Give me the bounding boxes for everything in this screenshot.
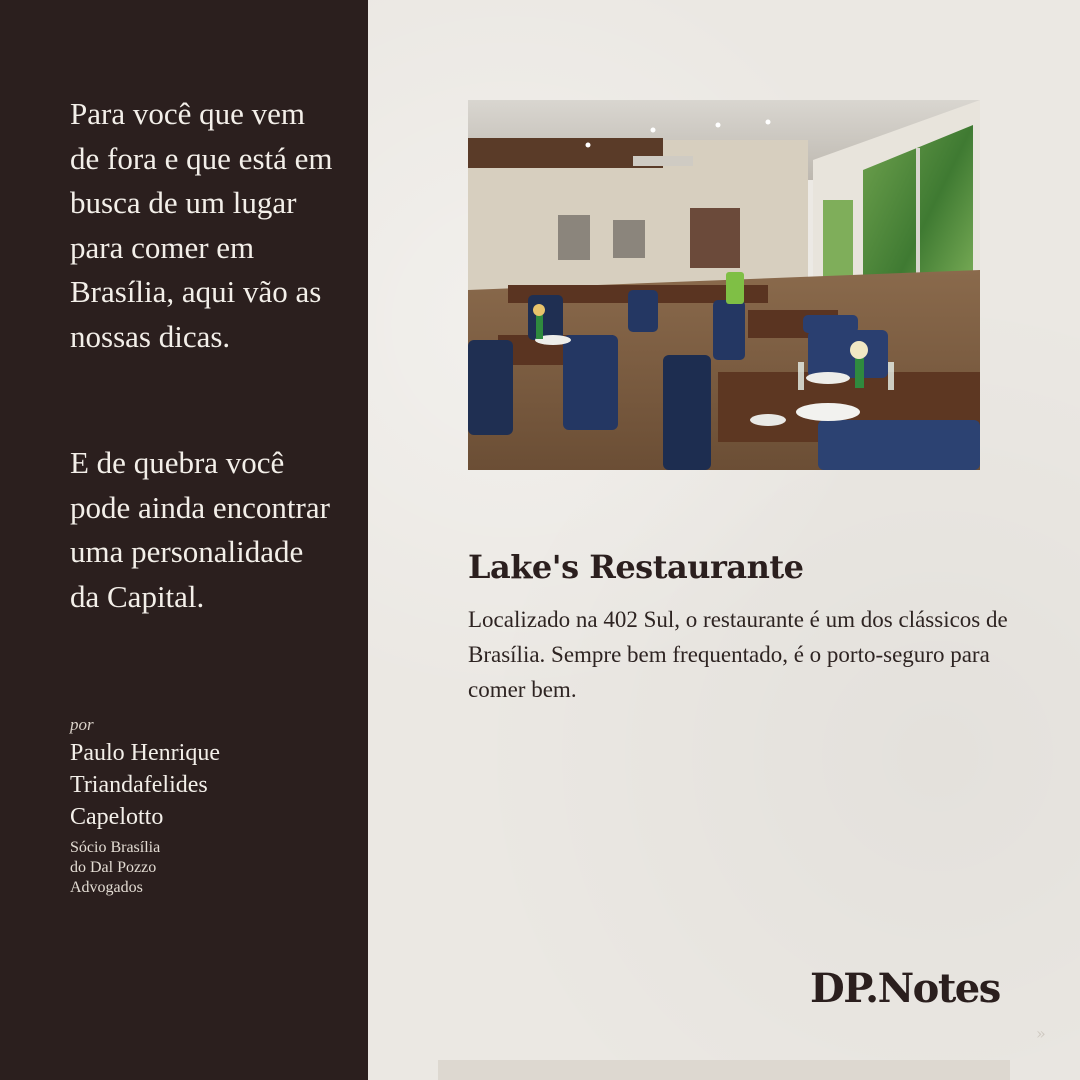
author-role (70, 838, 220, 898)
author-name-line: Triandafelides (70, 772, 208, 798)
author-by-label: por (70, 715, 94, 734)
chevron-right-double-icon[interactable]: » (1036, 1024, 1046, 1043)
intro-paragraph-2: E de quebra você pode ainda encontrar uma personalidade da Capital. (70, 445, 330, 614)
author-name-line: Paulo Henrique (70, 740, 220, 766)
next-slide-preview (438, 1060, 1010, 1080)
restaurant-photo (468, 100, 980, 470)
author-name-line: Capelotto (70, 804, 164, 830)
left-panel (0, 0, 368, 1080)
dp-notes-logo: DP.Notes (810, 965, 1000, 1012)
author-role-line: do Dal Pozzo (70, 859, 157, 876)
author-role-line: Sócio Brasília (70, 839, 161, 856)
restaurant-description: Localizado na 402 Sul, o restaurante é um dos clássicos de Brasília. Sempre bem frequentado, é o porto-seguro para comer bem. (468, 607, 1008, 702)
author-name (70, 737, 300, 833)
author-role-line: Advogados (70, 879, 143, 896)
intro-paragraph-1: Para você que vem de fora e que está em busca de um lugar para comer em Brasília, aqui vão as nossas dicas. (70, 96, 333, 354)
restaurant-name: Lake's Restaurante (468, 548, 804, 586)
content-panel (368, 0, 1080, 1080)
